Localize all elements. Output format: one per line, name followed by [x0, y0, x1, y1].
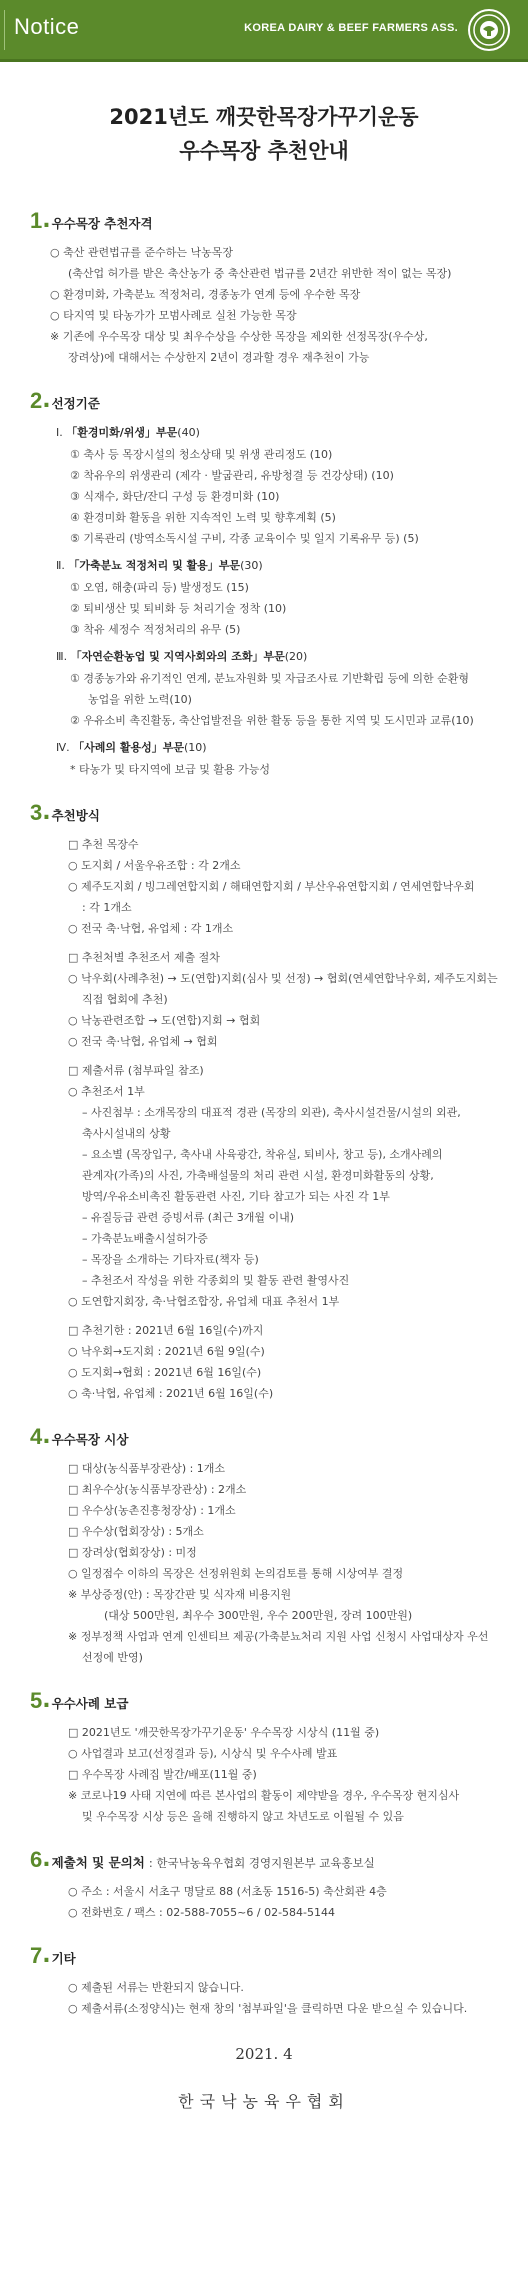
criteria-group-title: 「사례의 활용성」부문: [73, 741, 184, 754]
body-line: ※ 부상증정(안) : 목장간판 및 식자재 비용지원: [68, 1588, 292, 1601]
body-line: (대상 500만원, 최우수 300만원, 우수 200만원, 장려 100만원): [104, 1609, 413, 1622]
criteria-group-title: 「가축분뇨 적정처리 및 활용」부문: [68, 559, 241, 572]
header-divider: [4, 10, 5, 50]
document-title-line-2: 우수목장 추천안내: [179, 139, 349, 163]
section-number-dot: .: [42, 1847, 51, 1872]
body-line: ○ 제주도지회 / 빙그레연합지회 / 해태연합지회 / 부산우유연합지회 / 연세연합낙우회: [68, 880, 475, 893]
body-line: 및 우수목장 시상 등은 올해 진행하지 않고 차년도로 이월될 수 있음: [82, 1810, 404, 1823]
body-line: ○ 추천조서 1부: [68, 1085, 145, 1098]
body-line: □ 우수목장 사례집 발간/배포(11월 중): [68, 1768, 257, 1781]
criteria-item: ① 경종농가와 유기적인 연계, 분뇨자원화 및 자급조사료 기반확립 등에 의한 순환형: [70, 672, 469, 685]
body-line: – 가축분뇨배출시설허가증: [82, 1232, 208, 1245]
section-number: 3: [30, 800, 43, 825]
body-line: 방역/우유소비촉진 활동관련 사진, 기타 참고가 되는 사진 각 1부: [82, 1190, 390, 1203]
criteria-item: ② 착유우의 위생관리 (제각 · 발굽관리, 유방청결 등 건강상태) (10): [70, 469, 394, 482]
section-label: 우수목장 시상: [51, 1432, 129, 1447]
body-line: ○ 전국 축·낙협, 유업체 → 협회: [68, 1035, 218, 1048]
body-line: □ 장려상(협회장상) : 미정: [68, 1546, 197, 1559]
body-line: ○ 사업결과 보고(선정결과 등), 시상식 및 우수사례 발표: [68, 1747, 338, 1760]
criteria-group-heading: [30, 555, 500, 577]
criteria-group-heading: [30, 646, 500, 668]
body-line: – 요소별 (목장입구, 축사내 사육광간, 착유실, 퇴비사, 창고 등), 소개사례의: [82, 1148, 443, 1161]
section-label: 추천방식: [51, 808, 100, 823]
notice-header: [0, 0, 528, 62]
body-line: ○ 도연합지회장, 축·낙협조합장, 유업체 대표 추천서 1부: [68, 1295, 340, 1308]
section-number: 5: [30, 1688, 43, 1713]
criteria-group-title: 「자연순환농업 및 지역사회와의 조화」부문: [70, 650, 285, 663]
section-number: 2: [30, 388, 43, 413]
criteria-group-points: (10): [184, 741, 207, 754]
section-number: 1: [30, 208, 43, 233]
section-heading: [30, 1426, 500, 1448]
criteria-group-number: Ⅳ.: [56, 741, 74, 754]
body-line: 관계자(가족)의 사진, 가축배설물의 처리 관련 시설, 환경미화활동의 상황,: [82, 1169, 434, 1182]
body-line: □ 2021년도 '깨끗한목장가꾸기운동' 우수목장 시상식 (11월 중): [68, 1726, 380, 1739]
header-org-name: KOREA DAIRY & BEEF FARMERS ASS.: [244, 22, 458, 34]
association-logo-icon: [468, 9, 510, 51]
criteria-group-title: 「환경미화/위생」부문: [66, 426, 178, 439]
criteria-group-heading: [30, 422, 500, 444]
section-heading: [30, 210, 500, 232]
body-line: 직접 협회에 추천): [82, 993, 168, 1006]
body-line: (축산업 허가를 받은 축산농가 중 축산관련 법규를 2년간 위반한 적이 없는 목장): [68, 267, 452, 280]
body-line: ○ 전국 축·낙협, 유업체 : 각 1개소: [68, 922, 234, 935]
criteria-item: ② 우유소비 촉진활동, 축산업발전을 위한 활동 등을 통한 지역 및 도시민과 교류(10): [70, 714, 474, 727]
section-number: 7: [30, 1943, 43, 1968]
section-label-extra: : 한국낙농육우협회 경영지원본부 교육홍보실: [148, 1856, 375, 1870]
section-label: 우수사례 보급: [51, 1696, 129, 1711]
body-line: ○ 제출서류(소정양식)는 현재 창의 '첨부파일'을 클릭하면 다운 받으실 수 있습니다.: [68, 2002, 468, 2015]
body-line: ○ 낙우회→도지회 : 2021년 6월 9일(수): [68, 1345, 265, 1358]
footer-date: 2021. 4: [235, 2045, 293, 2063]
document-title-line-1: 2021년도 깨끗한목장가꾸기운동: [109, 105, 419, 129]
body-line: ※ 코로나19 사태 지연에 따른 본사업의 활동이 제약받을 경우, 우수목장 현지심사: [68, 1789, 460, 1802]
body-line: ○ 타지역 및 타농가가 모범사례로 실천 가능한 목장: [50, 309, 297, 322]
body-line: : 각 1개소: [82, 901, 132, 914]
section-3: [30, 802, 500, 1404]
section-number-dot: .: [42, 800, 51, 825]
criteria-item: ① 오염, 해충(파리 등) 발생정도 (15): [70, 581, 249, 594]
section-label: 우수목장 추천자격: [51, 216, 153, 231]
criteria-group-number: Ⅰ.: [56, 426, 67, 439]
criteria-group-points: (30): [240, 559, 263, 572]
spacer: [30, 1312, 500, 1320]
section-1: [30, 210, 500, 368]
section-label: 기타: [51, 1951, 76, 1966]
section-4: [30, 1426, 500, 1668]
spacer: [30, 939, 500, 947]
section-heading: [30, 390, 500, 412]
section-5: [30, 1690, 500, 1827]
body-line: □ 추천 목장수: [68, 838, 139, 851]
section-heading: [30, 802, 500, 824]
body-line: □ 우수상(협회장상) : 5개소: [68, 1525, 204, 1538]
body-line: ○ 일정점수 이하의 목장은 선정위원회 논의검토를 통해 시상여부 결정: [68, 1567, 404, 1580]
body-line: □ 제출서류 (첨부파일 참조): [68, 1064, 204, 1077]
criteria-item: ② 퇴비생산 및 퇴비화 등 처리기술 정착 (10): [70, 602, 287, 615]
criteria-item: * 타농가 및 타지역에 보급 및 활용 가능성: [70, 763, 270, 776]
footer-organization: 한국낙농육우협회: [178, 2092, 350, 2111]
criteria-group-points: (20): [284, 650, 308, 663]
criteria-item: ③ 착유 세정수 적정처리의 유무 (5): [70, 623, 241, 636]
criteria-item: ③ 식재수, 화단/잔디 구성 등 환경미화 (10): [70, 490, 280, 503]
section-number: 6: [30, 1847, 43, 1872]
body-line: □ 우수상(농촌진흥청장상) : 1개소: [68, 1504, 236, 1517]
section-label: 제출처 및 문의처: [51, 1855, 145, 1870]
section-heading: [30, 1945, 500, 1967]
section-number-dot: .: [42, 208, 51, 233]
body-line: ※ 정부정책 사업과 연계 인센티브 제공(가축분뇨처리 지원 사업 신청시 사업대상자 우선: [68, 1630, 489, 1643]
criteria-group-number: Ⅲ.: [56, 650, 71, 663]
body-line: – 추천조서 작성을 위한 각종회의 및 활동 관련 촬영사진: [82, 1274, 350, 1287]
section-2: [30, 390, 500, 780]
criteria-group-heading: [30, 737, 500, 759]
criteria-item: 농업을 위한 노력(10): [88, 693, 192, 706]
notice-body: [0, 210, 528, 2019]
header-title: Notice: [14, 14, 80, 39]
body-line: – 목장을 소개하는 기타자료(책자 등): [82, 1253, 259, 1266]
section-number-dot: .: [42, 388, 51, 413]
section-heading: [30, 1690, 500, 1712]
body-line: ○ 주소 : 서울시 서초구 명달로 88 (서초동 1516-5) 축산회관 4층: [68, 1885, 387, 1898]
body-line: □ 대상(농식품부장관상) : 1개소: [68, 1462, 226, 1475]
criteria-group-points: (40): [177, 426, 200, 439]
body-line: ○ 낙농관련조합 → 도(연합)지회 → 협회: [68, 1014, 261, 1027]
section-number-dot: .: [42, 1424, 51, 1449]
criteria-item: ① 축사 등 목장시설의 청소상태 및 위생 관리정도 (10): [70, 448, 333, 461]
body-line: ○ 전화번호 / 팩스 : 02-588-7055~6 / 02-584-5144: [68, 1906, 336, 1919]
body-line: ○ 제출된 서류는 반환되지 않습니다.: [68, 1981, 244, 1994]
body-line: 장려상)에 대해서는 수상한지 2년이 경과할 경우 재추천이 가능: [68, 351, 370, 364]
body-line: – 유질등급 관련 증빙서류 (최근 3개월 이내): [82, 1211, 295, 1224]
section-number-dot: .: [42, 1688, 51, 1713]
body-line: ※ 기존에 우수목장 대상 및 최우수상을 수상한 목장을 제외한 선정목장(우수상,: [50, 330, 428, 343]
criteria-group-number: Ⅱ.: [56, 559, 69, 572]
body-line: – 사진첨부 : 소개목장의 대표적 경관 (목장의 외관), 축사시설건물/시설의 외관,: [82, 1106, 461, 1119]
section-6: [30, 1849, 500, 1923]
body-line: ○ 도지회→협회 : 2021년 6월 16일(수): [68, 1366, 262, 1379]
body-line: □ 최우수상(농식품부장관상) : 2개소: [68, 1483, 247, 1496]
body-line: ○ 환경미화, 가축분뇨 적정처리, 경종농가 연계 등에 우수한 목장: [50, 288, 361, 301]
criteria-item: ④ 환경미화 활동을 위한 지속적인 노력 및 향후계획 (5): [70, 511, 336, 524]
body-line: ○ 축산 관련법규를 준수하는 낙농목장: [50, 246, 233, 259]
spacer: [30, 1052, 500, 1060]
body-line: ○ 낙우회(사례추천) → 도(연합)지회(심사 및 선정) → 협회(연세연합낙우회, 제주도지회는: [68, 972, 498, 985]
section-label: 선정기준: [51, 396, 100, 411]
body-line: □ 추천기한 : 2021년 6월 16일(수)까지: [68, 1324, 264, 1337]
body-line: 축사시설내의 상황: [82, 1127, 171, 1140]
section-7: [30, 1945, 500, 2019]
body-line: ○ 축·낙협, 유업체 : 2021년 6월 16일(수): [68, 1387, 274, 1400]
section-number-dot: .: [42, 1943, 51, 1968]
criteria-item: ⑤ 기록관리 (방역소독시설 구비, 각종 교육이수 및 일지 기록유무 등) (5): [70, 532, 419, 545]
body-line: □ 추천처별 추천조서 제출 절차: [68, 951, 220, 964]
section-number: 4: [30, 1424, 43, 1449]
body-line: ○ 도지회 / 서울우유조합 : 각 2개소: [68, 859, 241, 872]
document-title: [0, 100, 528, 168]
section-heading: [30, 1849, 500, 1871]
body-line: 선정에 반영): [82, 1651, 143, 1664]
